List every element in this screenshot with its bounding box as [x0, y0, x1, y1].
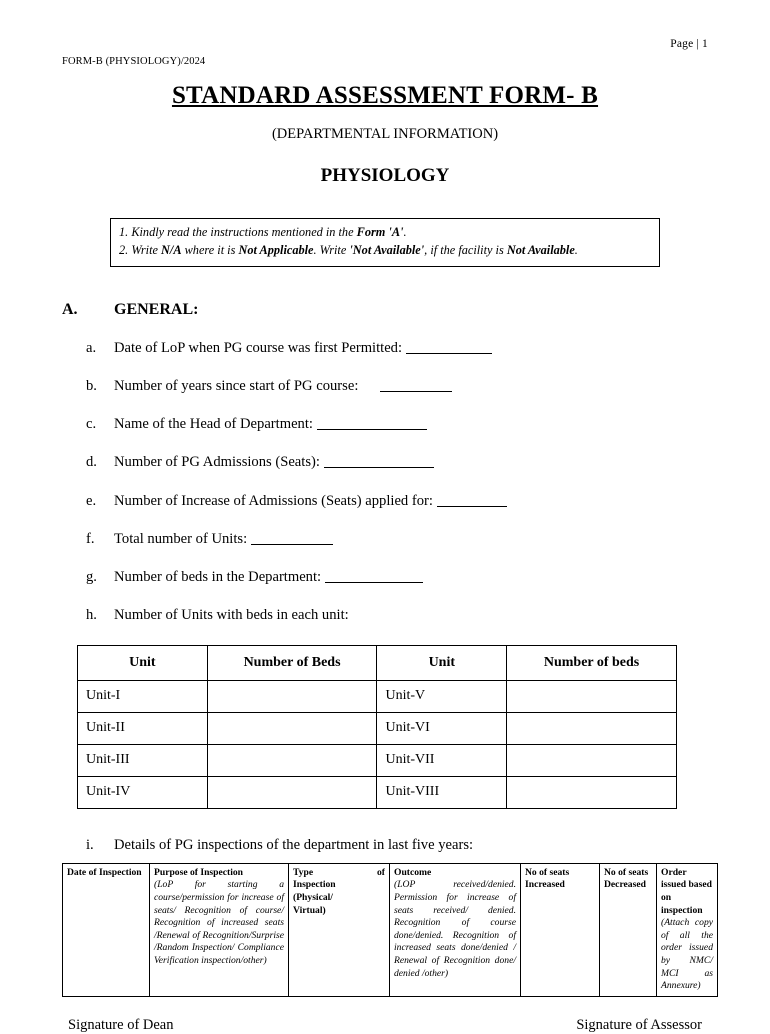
- department-name: PHYSIOLOGY: [320, 165, 450, 186]
- unit-label-4: Unit-IV: [78, 776, 208, 808]
- instruction-2-text-e: . Write: [313, 242, 350, 257]
- item-text: Number of Units with beds in each unit:: [114, 607, 349, 624]
- insp-col-seats-decreased: [600, 863, 657, 997]
- list-item: [62, 377, 708, 395]
- unit-beds-6[interactable]: [507, 712, 677, 744]
- item-marker: g.: [86, 569, 97, 586]
- insp-col-type: [289, 863, 390, 997]
- insp-col-seats-decreased-header: No of seats Decreased: [604, 866, 649, 891]
- list-item: [62, 415, 708, 433]
- section-a-heading: [62, 301, 708, 319]
- unit-beds-7[interactable]: [507, 744, 677, 776]
- insp-col-date-header: Date of Inspection: [67, 866, 142, 878]
- instruction-line-2: [119, 242, 651, 260]
- unit-label-5: Unit-V: [377, 680, 507, 712]
- item-i-row: [62, 837, 708, 854]
- instruction-1-text-a: Kindly read the instructions mentioned in the: [131, 225, 357, 239]
- signature-dean: Signature of Dean: [68, 1017, 174, 1034]
- item-d-blank-field[interactable]: [324, 454, 434, 469]
- form-code: FORM-B (PHYSIOLOGY)/2024: [62, 56, 206, 67]
- unit-beds-1[interactable]: [207, 680, 377, 712]
- item-a-blank-field[interactable]: [406, 339, 492, 354]
- item-text: Total number of Units:: [114, 530, 248, 547]
- insp-col-order-issued-sub: (Attach copy of all the order issued by NMC/ MCI as Annexure): [661, 917, 713, 992]
- unit-label-2: Unit-II: [78, 712, 208, 744]
- units-col-header-unit-left: Unit: [78, 645, 208, 680]
- subtitle: (DEPARTMENTAL INFORMATION): [271, 126, 499, 142]
- list-item: [62, 339, 708, 357]
- item-marker: e.: [86, 492, 97, 509]
- item-text: Details of PG inspections of the department in last five years:: [114, 836, 474, 853]
- item-marker: d.: [86, 454, 97, 471]
- list-item: [62, 492, 708, 510]
- instruction-1-text-c: .: [403, 225, 407, 239]
- item-f-blank-field[interactable]: [251, 530, 333, 545]
- unit-label-1: Unit-I: [78, 680, 208, 712]
- unit-beds-2[interactable]: [207, 712, 377, 744]
- insp-col-outcome-header: Outcome: [394, 866, 432, 878]
- unit-beds-5[interactable]: [507, 680, 677, 712]
- instruction-2-text-c: where it is: [181, 242, 239, 257]
- inspection-details-table: [62, 863, 718, 998]
- instructions-box: [110, 218, 660, 267]
- table-row: [63, 863, 718, 997]
- unit-label-8: Unit-VIII: [377, 776, 507, 808]
- signature-assessor: Signature of Assessor: [576, 1017, 702, 1034]
- instruction-2-text-a: Write: [131, 242, 162, 257]
- unit-label-7: Unit-VII: [377, 744, 507, 776]
- insp-col-date: [63, 863, 150, 997]
- item-c-blank-field[interactable]: [317, 415, 427, 430]
- instruction-line-1: [119, 224, 651, 242]
- insp-col-purpose-sub: (LoP for starting a course/permission for increase of seats/ Recognition of course/ Recognition of increased seats /Renewal of Recognition/Surprise /Random Inspection/ Compliance Verification inspection/other): [154, 879, 284, 967]
- page-number: Page | 1: [670, 38, 708, 50]
- list-item: [62, 568, 708, 586]
- item-e-blank-field[interactable]: [437, 492, 507, 507]
- page-title: STANDARD ASSESSMENT FORM- B: [171, 82, 599, 109]
- insp-col-outcome: [390, 863, 521, 997]
- signature-row: [62, 1017, 708, 1034]
- insp-col-type-header: Type of Inspection (Physical/ Virtual): [293, 866, 385, 916]
- units-col-header-beds-left: Number of Beds: [207, 645, 377, 680]
- general-items-list: [62, 339, 708, 625]
- item-text: Number of years since start of PG course:: [114, 377, 359, 394]
- units-col-header-unit-right: Unit: [377, 645, 507, 680]
- instruction-1-number: 1.: [119, 225, 129, 239]
- section-a-letter: A.: [62, 300, 78, 318]
- unit-beds-8[interactable]: [507, 776, 677, 808]
- insp-col-purpose-header: Purpose of Inspection: [154, 866, 244, 878]
- instruction-2-na: N/A: [161, 242, 182, 257]
- instruction-2-not-available-quoted: 'Not Available': [349, 242, 425, 257]
- item-marker: b.: [86, 377, 97, 394]
- unit-label-6: Unit-VI: [377, 712, 507, 744]
- table-header-row: [78, 645, 677, 680]
- instruction-2-text-i: .: [574, 242, 578, 257]
- item-text: Date of LoP when PG course was first Permitted:: [114, 339, 403, 356]
- unit-beds-4[interactable]: [207, 776, 377, 808]
- insp-col-seats-increased-header: No of seats Increased: [525, 866, 570, 891]
- table-row: [78, 744, 677, 776]
- instruction-1-form-a: Form 'A': [356, 225, 404, 239]
- unit-label-3: Unit-III: [78, 744, 208, 776]
- table-row: [78, 680, 677, 712]
- units-col-header-beds-right: Number of beds: [507, 645, 677, 680]
- table-row: [78, 712, 677, 744]
- table-row: [78, 776, 677, 808]
- instruction-2-not-applicable: Not Applicable: [238, 242, 314, 257]
- insp-col-order-issued: [657, 863, 718, 997]
- instruction-2-not-available: Not Available: [506, 242, 575, 257]
- list-item: [62, 606, 708, 624]
- item-marker: c.: [86, 416, 97, 433]
- item-marker: f.: [86, 530, 95, 547]
- instruction-2-number: 2.: [119, 242, 129, 257]
- item-marker: h.: [86, 607, 97, 624]
- item-text: Number of beds in the Department:: [114, 569, 322, 586]
- insp-col-seats-increased: [521, 863, 600, 997]
- item-text: Name of the Head of Department:: [114, 416, 313, 433]
- insp-col-purpose: [150, 863, 289, 997]
- section-a-label: GENERAL: [114, 300, 194, 318]
- insp-col-order-issued-header: Order issued based on inspection: [661, 866, 712, 916]
- page-header: [62, 38, 708, 72]
- item-g-blank-field[interactable]: [325, 568, 423, 583]
- item-marker: a.: [86, 339, 97, 356]
- instruction-2-text-g: , if the facility is: [424, 242, 507, 257]
- insp-col-outcome-sub: (LOP received/denied. Permission for increase of seats received/ denied. Recognition of course done/denied. Recognition of increased seats done/denied / Renewal of Recognition done/ denied /other): [394, 879, 516, 979]
- list-item: [62, 453, 708, 471]
- item-text: Number of PG Admissions (Seats):: [114, 454, 320, 471]
- unit-beds-3[interactable]: [207, 744, 377, 776]
- item-b-blank-field[interactable]: [380, 377, 452, 392]
- list-item: [62, 530, 708, 548]
- units-beds-table: [77, 645, 677, 809]
- section-a-colon: :: [193, 300, 199, 318]
- item-text: Number of Increase of Admissions (Seats) applied for:: [114, 492, 433, 509]
- item-marker: i.: [86, 836, 94, 853]
